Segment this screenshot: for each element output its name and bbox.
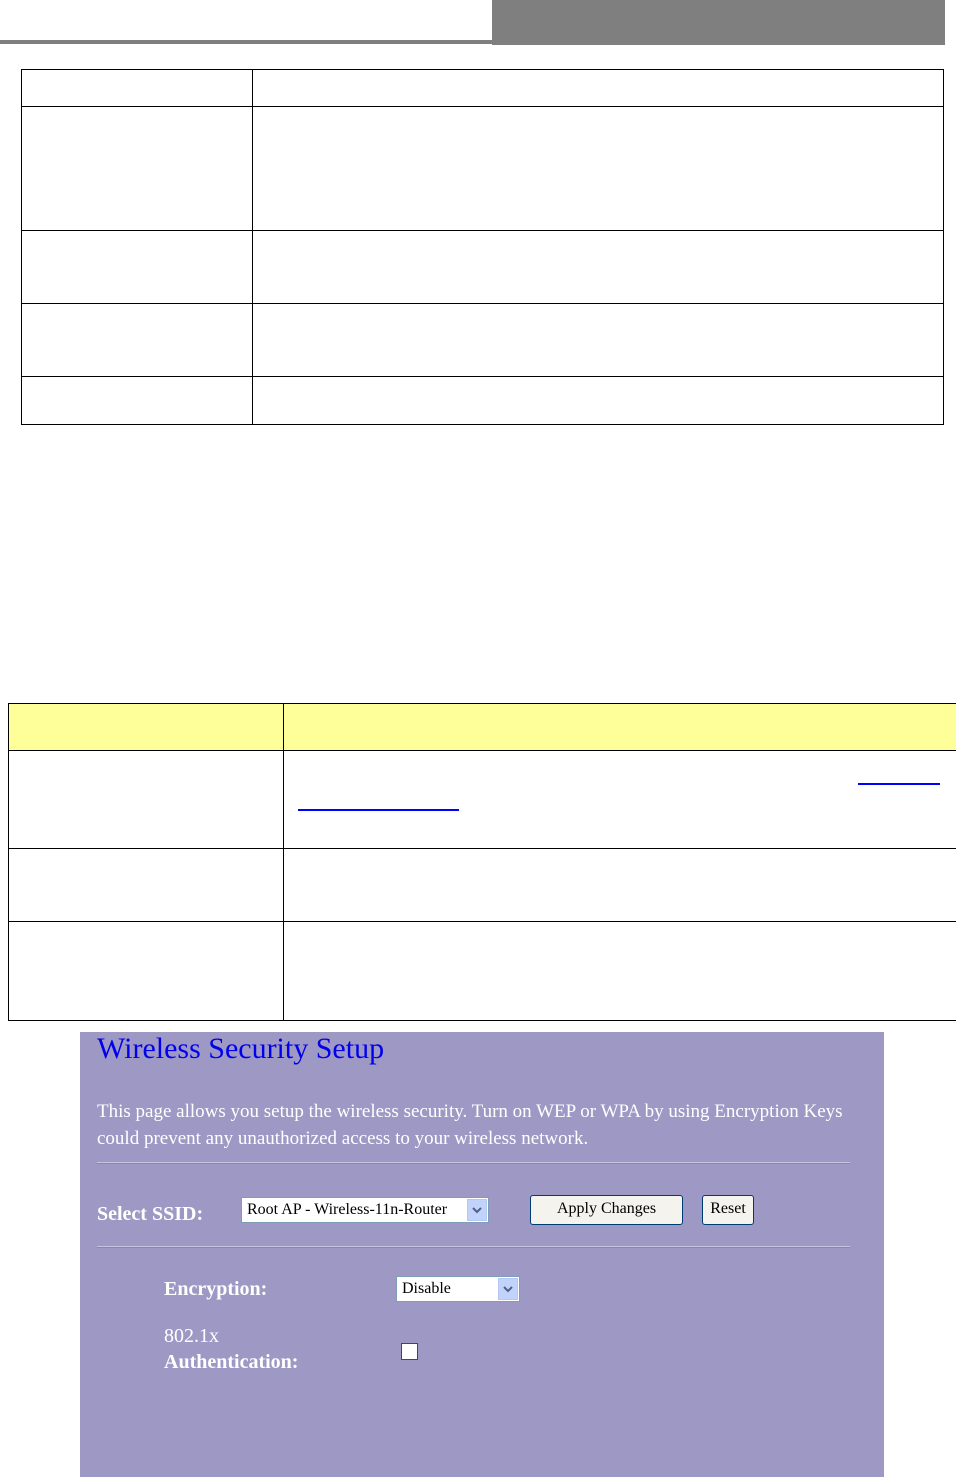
reset-button[interactable]: Reset [702,1195,754,1225]
divider [97,1246,850,1248]
ssid-select-value: Root AP - Wireless-11n-Router [247,1201,448,1218]
auth-checkbox[interactable] [401,1343,418,1360]
parameter-table-1 [21,69,944,425]
table-row [22,70,944,107]
ssid-select[interactable] [241,1197,489,1223]
encryption-select-value: Disable [402,1280,451,1297]
parameter-table-2 [8,703,956,1021]
wireless-security-screenshot [80,1032,884,1477]
table-header-row [9,704,956,751]
table-row [22,304,944,377]
table-row [9,751,956,849]
chevron-down-icon[interactable] [498,1278,518,1300]
table-row [22,231,944,304]
encryption-select[interactable] [396,1276,520,1302]
header-rule [0,40,492,44]
table-row [9,922,956,1021]
header-band [492,0,945,45]
page-description: This page allows you setup the wireless security. Turn on WEP or WPA by using Encryption Keys could prevent any unauthorized access to your wireless network. [97,1101,843,1149]
chevron-down-icon[interactable] [467,1199,487,1221]
hyperlink-underline[interactable] [858,783,940,785]
select-ssid-label: Select SSID: [97,1203,204,1225]
table-row [9,849,956,922]
hyperlink-underline[interactable] [298,809,459,811]
divider [97,1162,850,1164]
auth-label-line1: 802.1x [164,1325,219,1347]
apply-changes-button[interactable]: Apply Changes [530,1195,683,1225]
table-row [22,377,944,425]
table-row [22,107,944,231]
auth-label-line2: Authentication: [164,1351,299,1373]
encryption-label: Encryption: [164,1278,268,1300]
page-title: Wireless Security Setup [97,1032,385,1065]
